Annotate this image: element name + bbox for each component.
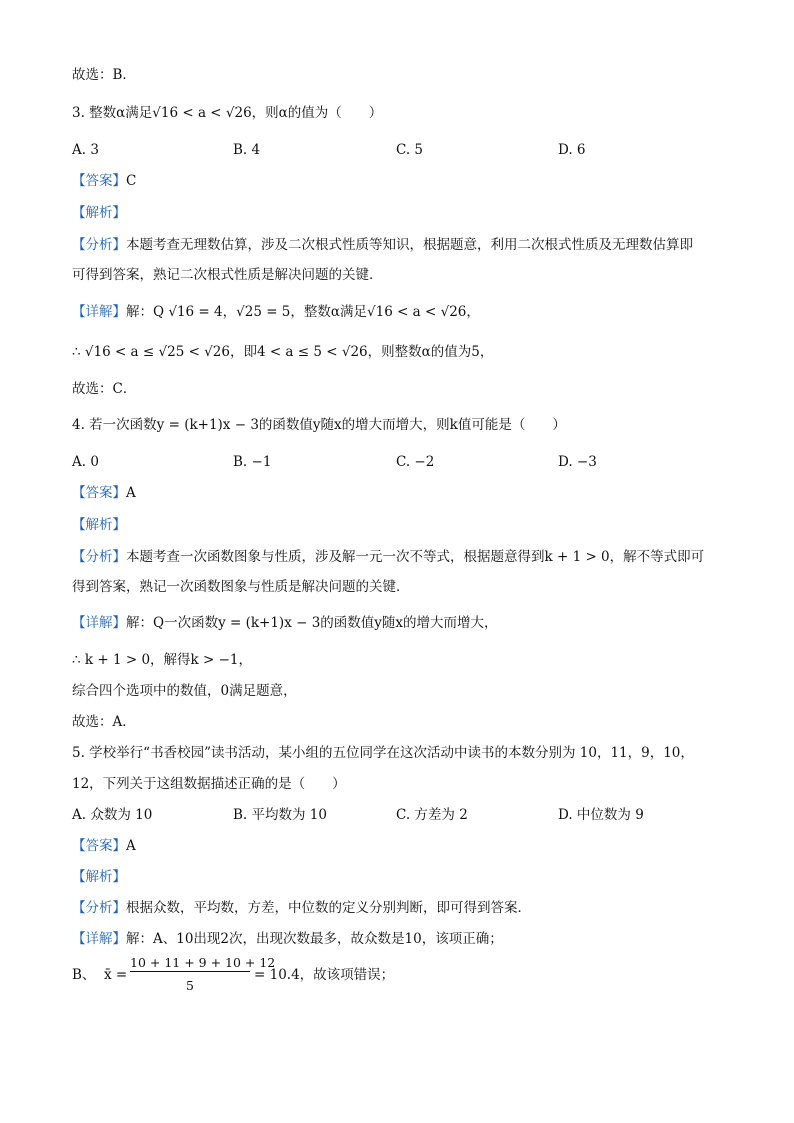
q4-option-c: C. −2 (396, 454, 435, 470)
q3-xiangjie-line-2: ∴ √16 < a ≤ √25 < √26，即4 < a ≤ 5 < √26，则整数α的值为5， (72, 344, 494, 360)
answer-tag: 【答案】 (72, 838, 126, 854)
q5-option-d: D. 中位数为 9 (558, 807, 644, 823)
q4-option-b: B. −1 (233, 454, 272, 470)
q5-option-b: B. 平均数为 10 (233, 807, 327, 823)
answer-tag: 【答案】 (72, 173, 126, 189)
fraction-denominator: 5 (186, 978, 194, 993)
q4-fenxi-line-1 (72, 548, 704, 566)
q5-fenxi-line-1 (72, 899, 531, 917)
q5-stem-line-1: 5. 学校举行“书香校园”读书活动，某小组的五位同学在这次活动中读书的本数分别为 10，11，9，10， (72, 745, 694, 761)
q3-xiangjie-line-1 (72, 303, 480, 321)
q3-answer-line (72, 172, 136, 190)
q3-analysis-heading (72, 204, 126, 222)
xiangjie-tag: 【详解】 (72, 931, 126, 947)
fenxi-text: 本题考查无理数估算，涉及二次根式性质等知识，根据题意，利用二次根式性质及无理数估算即 (126, 237, 693, 253)
q3-option-d: D. 6 (558, 142, 586, 158)
q5-answer-line (72, 837, 136, 855)
xiangjie-text: 解：A、10出现2次，出现次数最多，故众数是10，该项正确； (126, 931, 503, 947)
q3-fenxi-line-2: 可得到答案，熟记二次根式性质是解决问题的关键． (72, 267, 383, 283)
xiangjie-text: 解：Q √16 = 4，√25 = 5，整数α满足√16 < a < √26， (126, 304, 480, 320)
q4-stem: 4. 若一次函数y = (k+1)x − 3的函数值y随x的增大而增大，则k值可能是（ ） (72, 417, 566, 433)
q3-fenxi-line-1 (72, 236, 693, 254)
q4-answer-line (72, 484, 136, 502)
analysis-tag: 【解析】 (72, 869, 126, 885)
q5-analysis-heading (72, 868, 126, 886)
fenxi-tag: 【分析】 (72, 549, 126, 565)
q5-option-a: A. 众数为 10 (72, 807, 153, 823)
xiangjie-text: 解：Q一次函数y = (k+1)x − 3的函数值y随x的增大而增大， (126, 615, 498, 631)
xiangjie-tag: 【详解】 (72, 615, 126, 631)
prev-answer-line: 故选：B． (72, 67, 136, 83)
fenxi-tag: 【分析】 (72, 900, 126, 916)
analysis-tag: 【解析】 (72, 517, 126, 533)
fenxi-text: 本题考查一次函数图象与性质，涉及解一元一次不等式，根据题意得到k + 1 > 0，解不等式即可 (126, 549, 705, 565)
xiangjie-tag: 【详解】 (72, 304, 126, 320)
answer-value: A (126, 838, 136, 854)
q4-final: 故选：A． (72, 714, 136, 730)
q3-option-c: C. 5 (396, 142, 424, 158)
q3-option-a: A. 3 (72, 142, 99, 158)
q4-option-a: A. 0 (72, 454, 99, 470)
q4-analysis-heading (72, 516, 126, 534)
answer-value: C (126, 173, 137, 189)
q4-xiangjie-line-1 (72, 614, 498, 632)
analysis-tag: 【解析】 (72, 205, 126, 221)
q5-b-result: = 10.4，故该项错误； (254, 967, 395, 983)
q5-xiangjie-line-1 (72, 930, 503, 948)
answer-tag: 【答案】 (72, 485, 126, 501)
fraction-numerator: 10 + 11 + 9 + 10 + 12 (130, 955, 276, 970)
q4-xiangjie-line-3: 综合四个选项中的数值，0满足题意， (72, 683, 297, 699)
q4-option-d: D. −3 (558, 454, 597, 470)
q3-final: 故选：C． (72, 381, 137, 397)
q3-stem: 3. 整数α满足√16 < a < √26，则α的值为（ ） (72, 105, 383, 121)
q5-b-label: B、 (72, 967, 96, 983)
q5-stem-line-2: 12，下列关于这组数据描述正确的是（ ） (72, 776, 346, 792)
q3-option-b: B. 4 (233, 142, 261, 158)
q4-xiangjie-line-2: ∴ k + 1 > 0，解得k > −1， (72, 652, 253, 668)
q5-b-xbar: x̄ = (104, 967, 128, 983)
q4-fenxi-line-2: 得到答案，熟记一次函数图象与性质是解决问题的关键． (72, 579, 410, 595)
q5-option-c: C. 方差为 2 (396, 807, 468, 823)
fenxi-text: 根据众数，平均数，方差，中位数的定义分别判断，即可得到答案． (126, 900, 531, 916)
fenxi-tag: 【分析】 (72, 237, 126, 253)
answer-value: A (126, 485, 136, 501)
